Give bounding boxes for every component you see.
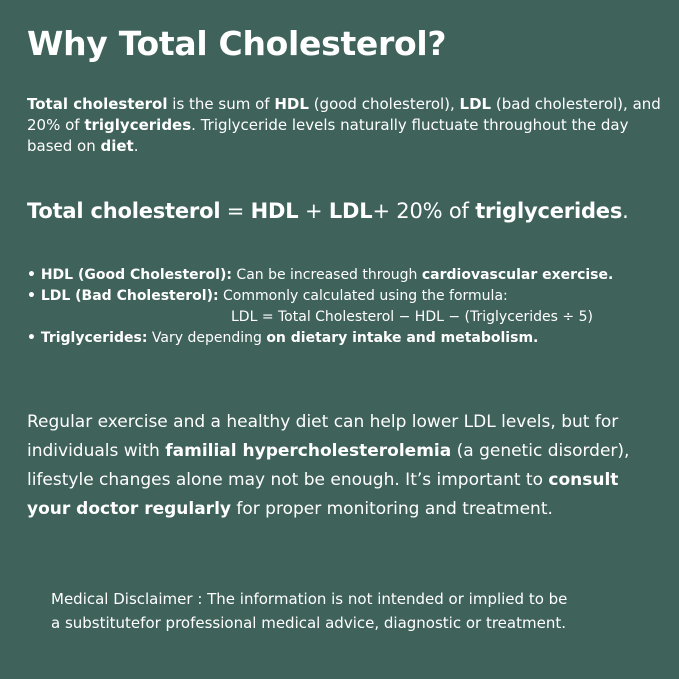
disclaimer-line: Medical Disclaimer : The information is not intended or implied to be (51, 590, 568, 608)
formula-term: triglycerides (475, 199, 623, 223)
formula-operator: + 20% of (372, 199, 476, 223)
intro-term-total-cholesterol: Total cholesterol (27, 95, 168, 113)
closing-text: individuals with (27, 441, 166, 461)
closing-line (27, 437, 672, 466)
closing-line: Regular exercise and a healthy diet can help lower LDL levels, but for (27, 412, 619, 432)
closing-emphasis: consult (548, 470, 619, 490)
bullet-ldl (27, 286, 672, 307)
disclaimer-line: a substitutefor professional medical advice, diagnostic or treatment. (51, 614, 566, 632)
closing-paragraph (27, 408, 672, 524)
intro-term-hdl: HDL (274, 95, 309, 113)
bullet-hdl (27, 265, 672, 286)
total-cholesterol-formula (27, 196, 629, 226)
formula-operator: . (622, 199, 629, 223)
closing-emphasis: familial hypercholesterolemia (165, 441, 452, 461)
intro-text: (bad cholesterol), and 20% of (27, 95, 661, 134)
intro-paragraph (27, 94, 667, 157)
bullet-text: Can be increased through (231, 267, 422, 283)
bullet-label: • LDL (Bad Cholesterol): (27, 288, 219, 304)
formula-term: Total cholesterol (27, 199, 221, 223)
formula-term: LDL (328, 199, 373, 223)
closing-line (27, 466, 672, 495)
bullet-triglycerides (27, 328, 672, 349)
intro-term-triglycerides: triglycerides (84, 116, 192, 134)
bullet-text: Vary depending (147, 330, 267, 346)
intro-text: . (133, 137, 139, 155)
intro-text: (good cholesterol), (308, 95, 460, 113)
bullet-list (27, 265, 672, 349)
bullet-label: • Triglycerides: (27, 330, 148, 346)
intro-text: is the sum of (167, 95, 275, 113)
closing-text: lifestyle changes alone may not be enough. It’s important to (27, 470, 549, 490)
medical-disclaimer (51, 587, 661, 635)
bullet-emphasis: cardiovascular exercise. (421, 267, 614, 283)
bullet-label: • HDL (Good Cholesterol): (27, 267, 232, 283)
ldl-formula: LDL = Total Cholesterol − HDL − (Triglycerides ÷ 5) (231, 309, 593, 325)
closing-emphasis: your doctor regularly (27, 499, 231, 519)
formula-operator: + (298, 199, 329, 223)
formula-operator: = (220, 199, 251, 223)
intro-text: . Triglyceride levels naturally fluctuate throughout the day based on (27, 116, 629, 155)
intro-term-diet: diet (100, 137, 134, 155)
bullet-emphasis: on dietary intake and metabolism. (266, 330, 539, 346)
formula-term: HDL (250, 199, 299, 223)
closing-line (27, 495, 672, 524)
closing-text: for proper monitoring and treatment. (230, 499, 553, 519)
closing-text: (a genetic disorder), (451, 441, 630, 461)
page-title: Why Total Cholesterol? (27, 24, 447, 63)
bullet-text: Commonly calculated using the formula: (218, 288, 508, 304)
intro-term-ldl: LDL (459, 95, 492, 113)
